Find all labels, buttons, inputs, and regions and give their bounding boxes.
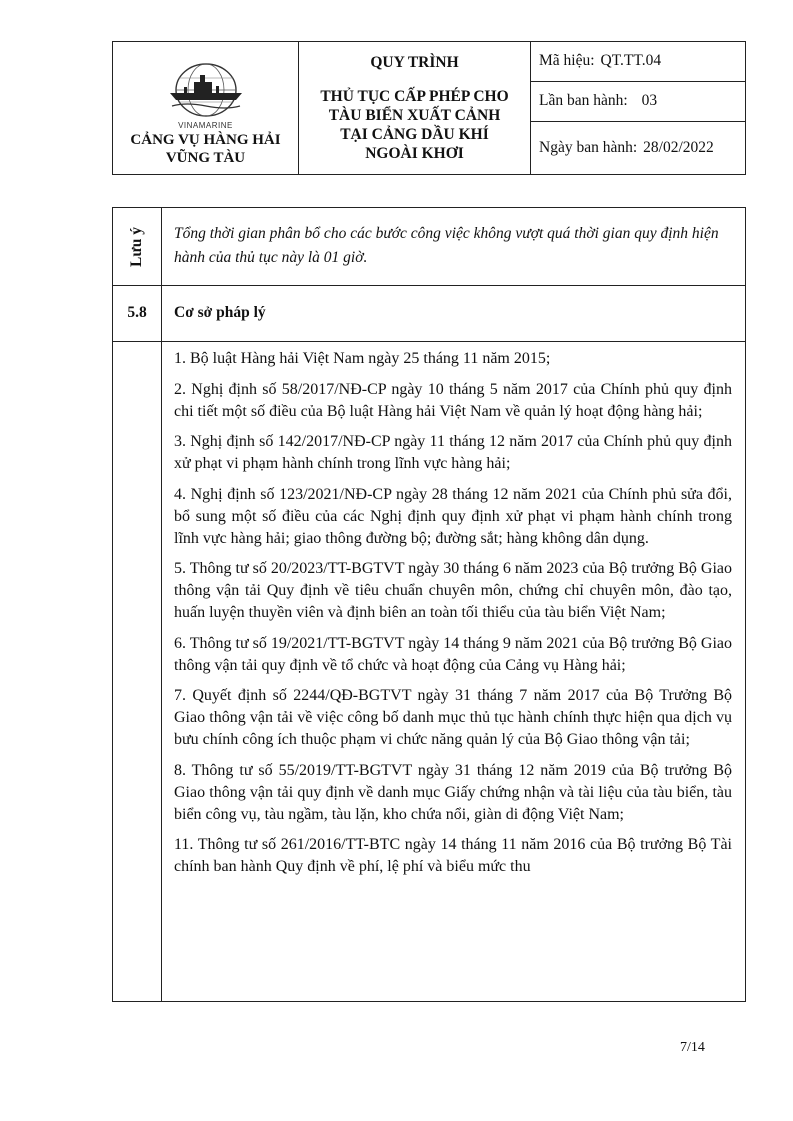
column-divider (161, 208, 162, 1001)
document-meta-cell (531, 42, 745, 174)
organization-name (130, 131, 280, 167)
organization-name-line1: CẢNG VỤ HÀNG HẢI (130, 132, 281, 148)
procedure-title-cell (299, 42, 531, 174)
procedure-label: QUY TRÌNH (370, 54, 459, 71)
procedure-name-line1: THỦ TỤC CẤP PHÉP CHO (320, 88, 509, 105)
page-number: 7/14 (680, 1040, 705, 1055)
note-label: Lưu ý (127, 226, 145, 267)
row-divider (113, 341, 745, 342)
list-item: 2. Nghị định số 58/2017/NĐ-CP ngày 10 tháng 5 năm 2017 của Chính phủ quy định chi tiết một số điều của Bộ luật Hàng hải Việt Nam về quản lý hoạt động hàng hải; (174, 380, 732, 420)
list-item: 4. Nghị định số 123/2021/NĐ-CP ngày 28 tháng 12 năm 2021 của Chính phủ sửa đổi, bổ sung một số điều của các Nghị định quy định xử phạt vi phạm hành chính trong lĩnh vực hàng hải; giao thông đường bộ; đường sắt; hàng không dân dụng. (174, 485, 732, 547)
note-label-cell (113, 208, 161, 285)
vinamarine-logo-icon (166, 60, 246, 120)
edition-value: 03 (641, 92, 658, 110)
list-item: 5. Thông tư số 20/2023/TT-BGTVT ngày 30 tháng 6 năm 2023 của Bộ trưởng Bộ Giao thông vận tải Quy định về tiêu chuẩn chuyên môn, chứng chỉ chuyên môn, đào tạo, huấn luyện thuyền viên và định biên an toàn tối thiểu của tàu biển Việt Nam; (174, 560, 732, 621)
procedure-name-line2: TÀU BIỂN XUẤT CẢNH (328, 107, 501, 124)
list-item: 8. Thông tư số 55/2019/TT-BGTVT ngày 31 tháng 12 năm 2019 của Bộ trưởng Bộ Giao thông vận tải quy định về danh mục Giấy chứng nhận và tài liệu của tàu biển, tàu biển công vụ, tàu ngầm, tàu lặn, kho chứa nổi, giàn di động Việt Nam; (174, 761, 732, 823)
edition-label: Lần ban hành: (539, 92, 628, 110)
procedure-name-line3: TẠI CẢNG DẦU KHÍ (340, 126, 489, 143)
list-item: 7. Quyết định số 2244/QĐ-BGTVT ngày 31 tháng 7 năm 2017 của Bộ Trưởng Bộ Giao thông vận tải về việc công bố danh mục thủ tục hành chính thực hiện qua dịch vụ bưu chính công ích thuộc phạm vi chức năng quản lý của Bộ Giao thông vận tải; (174, 687, 732, 748)
edition-row (531, 82, 745, 122)
document-header (112, 41, 746, 175)
section-title: Cơ sở pháp lý (174, 304, 266, 321)
note-text: Tổng thời gian phân bổ cho các bước công việc không vượt quá thời gian quy định hiện hành của thủ tục này là 01 giờ. (174, 225, 719, 266)
list-item: 3. Nghị định số 142/2017/NĐ-CP ngày 11 tháng 12 năm 2017 của Chính phủ quy định xử phạt vi phạm hành chính trong lĩnh vực hàng hải; (174, 433, 732, 472)
content-table (112, 207, 746, 1002)
procedure-name (320, 87, 508, 163)
organization-name-line2: VŨNG TÀU (165, 150, 246, 166)
document-code-label: Mã hiệu: (539, 52, 595, 70)
section-number: 5.8 (127, 304, 147, 321)
list-item: 6. Thông tư số 19/2021/TT-BGTVT ngày 14 tháng 9 năm 2021 của Bộ trưởng Bộ Giao thông vận tải quy định về tổ chức và hoạt động của Cảng vụ Hàng hải; (174, 634, 732, 674)
issue-date-row (531, 122, 745, 174)
organization-cell (113, 42, 299, 174)
list-item: 11. Thông tư số 261/2016/TT-BTC ngày 14 tháng 11 năm 2016 của Bộ trưởng Bộ Tài chính ban hành Quy định về phí, lệ phí và biểu mức thu (174, 836, 732, 875)
list-item: 1. Bộ luật Hàng hải Việt Nam ngày 25 tháng 11 năm 2015; (174, 350, 551, 367)
legal-basis-list (174, 348, 732, 887)
issue-date-value: 28/02/2022 (643, 138, 714, 156)
issue-date-label: Ngày ban hành: (539, 138, 638, 156)
logo-text: VINAMARINE (178, 121, 233, 130)
procedure-name-line4: NGOÀI KHƠI (365, 145, 464, 162)
document-code-row (531, 42, 745, 82)
document-code-value: QT.TT.04 (600, 52, 662, 70)
